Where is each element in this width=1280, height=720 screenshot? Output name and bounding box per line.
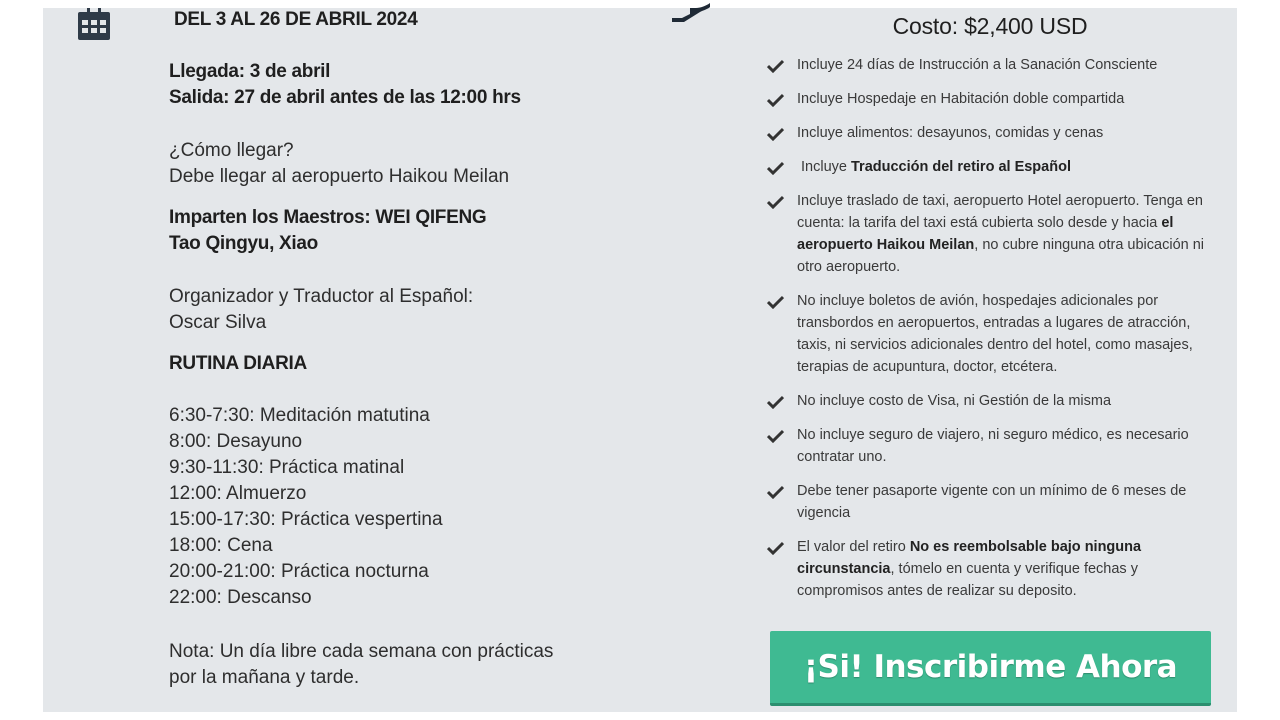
routine-item: 22:00: Descanso (169, 587, 312, 608)
routine-item: 18:00: Cena (169, 535, 273, 556)
check-icon (767, 59, 784, 73)
includes-text: Incluye (797, 159, 851, 175)
includes-bold: No es reembolsable bajo ninguna circunstancia (797, 539, 1142, 577)
organizer-line-2: Oscar Silva (169, 312, 267, 333)
includes-text: No incluye costo de Visa, ni Gestión de la misma (797, 393, 1112, 409)
includes-item (765, 536, 1220, 602)
includes-text: Incluye alimentos: desayunos, comidas y cenas (797, 125, 1104, 141)
includes-item (765, 122, 1220, 144)
includes-item (765, 54, 1220, 76)
routine-item: 9:30-11:30: Práctica matinal (169, 457, 405, 478)
check-icon (767, 429, 784, 443)
includes-item (765, 480, 1220, 524)
check-icon (767, 195, 784, 209)
organizer-block (169, 284, 729, 336)
teachers-block (169, 205, 729, 257)
includes-text: Incluye 24 días de Instrucción a la Sanación Consciente (797, 57, 1158, 73)
directions-question: ¿Cómo llegar? (169, 140, 294, 161)
check-icon (767, 295, 784, 309)
includes-text-post: , tómelo en cuenta y verifique fechas y compromisos antes de realizar su deposito. (797, 561, 1138, 599)
routine-title-block (169, 351, 729, 377)
check-icon (767, 541, 784, 555)
routine-item: 20:00-21:00: Práctica nocturna (169, 561, 429, 582)
routine-list (169, 403, 729, 611)
departure-date: Salida: 27 de abril antes de las 12:00 hrs (169, 87, 521, 108)
check-icon (767, 93, 784, 107)
routine-item: 8:00: Desayuno (169, 431, 303, 452)
note-block (169, 639, 729, 691)
includes-text: No incluye seguro de viajero, ni seguro médico, es necesario contratar uno. (797, 427, 1189, 465)
includes-list (765, 54, 1220, 614)
check-icon (767, 161, 784, 175)
routine-item: 15:00-17:30: Práctica vespertina (169, 509, 443, 530)
check-icon (767, 485, 784, 499)
check-icon (767, 127, 784, 141)
includes-text: Incluye traslado de taxi, aeropuerto Hotel aeropuerto. Tenga en cuenta: la tarifa del taxi está cubierta solo desde y hacia (797, 193, 1203, 231)
hand-icon (670, 0, 712, 24)
includes-bold: el aeropuerto Haikou Meilan (797, 215, 1174, 253)
teachers-line-1: Imparten los Maestros: WEI QIFENG (169, 207, 487, 228)
dates-heading: DEL 3 AL 26 DE ABRIL 2024 (174, 9, 418, 30)
includes-item (765, 290, 1220, 378)
directions-block (169, 138, 729, 190)
routine-item: 12:00: Almuerzo (169, 483, 307, 504)
note-line-1: Nota: Un día libre cada semana con prácticas (169, 641, 554, 662)
includes-text: No incluye boletos de avión, hospedajes adicionales por transbordos en aeropuertos, entradas a lugares de atracción, taxis, ni servicios adicionales dentro del hotel, como masajes, terapias de acupuntura, doctor, etcétera. (797, 293, 1193, 375)
includes-bold: Traducción del retiro al Español (851, 159, 1071, 175)
includes-text: Debe tener pasaporte vigente con un mínimo de 6 meses de vigencia (797, 483, 1187, 521)
directions-answer: Debe llegar al aeropuerto Haikou Meilan (169, 166, 510, 187)
includes-text: Incluye Hospedaje en Habitación doble compartida (797, 91, 1125, 107)
arrival-block (169, 59, 729, 111)
calendar-icon (78, 8, 110, 40)
register-button[interactable]: ¡Si! Inscribirme Ahora (770, 631, 1211, 706)
includes-item (765, 88, 1220, 110)
routine-item: 6:30-7:30: Meditación matutina (169, 405, 430, 426)
routine-title: RUTINA DIARIA (169, 353, 307, 374)
includes-item (765, 156, 1220, 178)
includes-item (765, 190, 1220, 278)
includes-item (765, 424, 1220, 468)
note-line-2: por la mañana y tarde. (169, 667, 360, 688)
teachers-line-2: Tao Qingyu, Xiao (169, 233, 318, 254)
arrival-date: Llegada: 3 de abril (169, 61, 331, 82)
organizer-line-1: Organizador y Traductor al Español: (169, 286, 474, 307)
includes-item (765, 390, 1220, 412)
includes-text-post: , no cubre ninguna otra ubicación ni otro aeropuerto. (797, 237, 1205, 275)
includes-text: El valor del retiro (797, 539, 910, 555)
cost-label: Costo: $2,400 USD (892, 13, 1088, 39)
check-icon (767, 395, 784, 409)
